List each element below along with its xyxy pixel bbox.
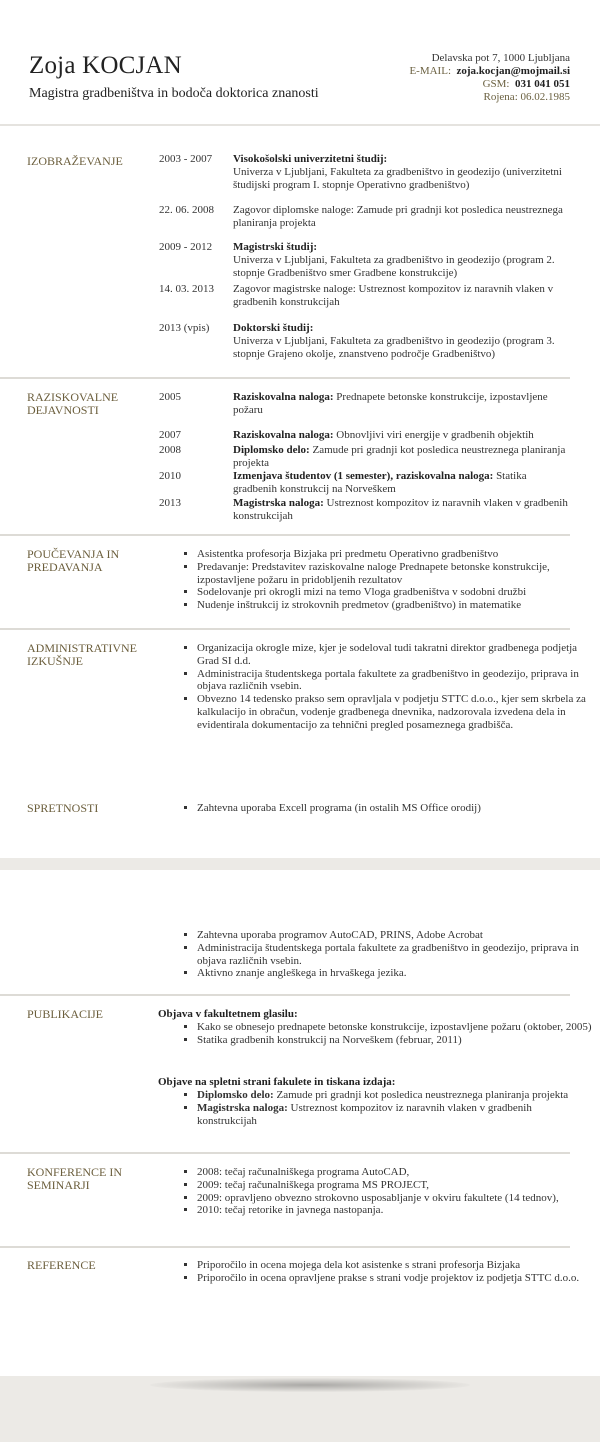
section-title-research: RAZISKOVALNE DEJAVNOSTI (27, 390, 119, 417)
list-item-head: Magistrska naloga: (197, 1101, 288, 1114)
list-item: ▪ Priporočilo in ocena opravljene prakse s strani vodje projektov iz podjetja STTC d.o.o. (197, 1272, 592, 1285)
person-subtitle: Magistra gradbeništva in bodoča doktorica znanosti (29, 86, 319, 101)
list-item: ▪ Priporočilo in ocena mojega dela kot asistenke s strani profesorja Bizjaka (197, 1259, 592, 1272)
header-divider (0, 124, 600, 126)
education-entry (233, 241, 573, 279)
teaching-list (177, 548, 592, 612)
list-item: ▪ 2009: tečaj računalniškega programa MS PROJECT, (197, 1179, 592, 1192)
education-entry-text: Univerza v Ljubljani, Fakulteta za gradbeništvo in geodezijo (program 3. stopnje Grajeno okolje, znanstveno področje Gradbeništvo) (233, 334, 555, 360)
list-item: ▪ Zahtevna uporaba programov AutoCAD, PRINS, Adobe Acrobat (197, 929, 592, 942)
research-entry-text: Prednapete betonske konstrukcije, izpostavljene požaru (233, 391, 548, 416)
education-date: 2013 (vpis) (159, 322, 210, 334)
section-title-conferences: KONFERENCE IN SEMINARJI (27, 1165, 122, 1192)
list-item: ▪ 2010: tečaj retorike in javnega nastopanja. (197, 1204, 592, 1217)
research-date: 2010 (159, 470, 181, 482)
section-divider (0, 628, 570, 630)
publications-group-head: Objave na spletni strani fakulete in tiskana izdaja: (158, 1076, 396, 1088)
research-date: 2013 (159, 497, 181, 509)
email-label: E-MAIL: (409, 65, 451, 77)
education-entry-text: Zagovor diplomske naloge: Zamude pri gradnji kot posledica neustreznega planiranja projekta (233, 204, 563, 229)
list-item (197, 1089, 592, 1102)
education-date: 22. 06. 2008 (159, 204, 214, 216)
section-divider (0, 377, 570, 379)
research-entry-head: Raziskovalna naloga: (233, 429, 334, 441)
list-item: ▪ Administracija študentskega portala fakultete za gradbeništvo in geodezijo, priprava in objava različnih vsebin. (197, 942, 592, 968)
section-divider (0, 1246, 570, 1248)
education-entry (233, 153, 573, 191)
education-date: 2009 - 2012 (159, 241, 213, 253)
list-item: ▪ 2008: tečaj računalniškega programa AutoCAD, (197, 1166, 592, 1179)
conferences-list (177, 1166, 592, 1217)
contact-address: Delavska pot 7, 1000 Ljubljana (431, 52, 570, 64)
section-title-publications: PUBLIKACIJE (27, 1007, 104, 1021)
list-item: ▪ Statika gradbenih konstrukcij na Norveškem (februar, 2011) (197, 1034, 592, 1047)
education-entry (233, 283, 573, 309)
section-title-education: IZOBRAŽEVANJE (27, 154, 123, 168)
research-entry-text: Zamude pri gradnji kot posledica neustreznega planiranja projekta (233, 444, 566, 469)
person-name: Zoja KOCJAN (29, 52, 182, 79)
gsm-label: GSM: (482, 78, 510, 90)
research-entry (233, 470, 573, 496)
research-entry-head: Magistrska naloga: (233, 497, 324, 509)
list-item-text: Zamude pri gradnji kot posledica neustreznega planiranja projekta (276, 1089, 569, 1101)
list-item: ▪ Obvezno 14 tedensko prakso sem opravljala v podjetju STTC d.o.o., kjer sem skrbela za kalkulacijo in obračun, vodenje gradbenega dnevnika, nadzorovala izvedena dela in evidentirala dokumentacijo za tehnični pregled posameznega gradbišča. (197, 693, 592, 731)
list-item: ▪ Aktivno znanje angleškega in hrvaškega jezika. (197, 967, 592, 980)
section-title-references: REFERENCE (27, 1258, 96, 1272)
education-date: 2003 - 2007 (159, 153, 213, 165)
list-item: ▪ Kako se obnesejo prednapete betonske konstrukcije, izpostavljene požaru (oktober, 2005) (197, 1021, 592, 1034)
research-entry-text: Obnovljivi viri energije v gradbenih objektih (336, 429, 534, 441)
publications-list (177, 1089, 592, 1127)
section-title-skills: SPRETNOSTI (27, 801, 99, 815)
research-date: 2005 (159, 391, 181, 403)
section-divider (0, 534, 570, 536)
research-entry-text: Statika gradbenih konstrukcij na Norveškem (233, 470, 527, 495)
list-item-text: Ustreznost kompozitov iz naravnih vlaken v gradbenih konstrukcijah (197, 1101, 532, 1127)
publications-group-head: Objava v fakultetnem glasilu: (158, 1008, 298, 1020)
research-entry-text: Ustreznost kompozitov iz naravnih vlaken v gradbenih konstrukcijah (233, 497, 568, 522)
research-date: 2008 (159, 444, 181, 456)
list-item: ▪ Nudenje inštrukcij iz strokovnih predmetov (gradbeništvo) in matematike (197, 599, 592, 612)
section-divider (0, 994, 570, 996)
education-entry-text: Zagovor magistrske naloge: Ustreznost kompozitov iz naravnih vlaken v gradbenih konstrukcijah (233, 283, 554, 308)
list-item: ▪ Administracija študentskega portala fakultete za gradbeništvo in geodezijo, priprava in objava različnih vsebin. (197, 668, 592, 694)
contact-gsm: 031 041 051 (515, 78, 570, 90)
list-item (197, 1102, 592, 1128)
education-entry-head: Magistrski študij: (233, 241, 318, 253)
list-item: ▪ Predavanje: Predstavitev raziskovalne naloge Prednapete betonske konstrukcije, izpostavljene požaru in pridobljenih rezultatov (197, 561, 592, 587)
research-entry-head: Raziskovalna naloga: (233, 391, 334, 403)
education-entry-text: Univerza v Ljubljani, Fakulteta za gradbeništvo in geodezijo (program 2. stopnje Gradbeništvo smer Gradbene konstrukcije) (233, 253, 555, 279)
research-entry (233, 391, 573, 417)
list-item-head: Diplomsko delo: (197, 1089, 274, 1101)
research-entry-head: Diplomsko delo: (233, 444, 310, 456)
list-item: ▪ Zahtevna uporaba Excell programa (in ostalih MS Office orodij) (197, 802, 592, 815)
research-entry-head: Izmenjava študentov (1 semester), raziskovalna naloga: (233, 470, 494, 482)
contact-block (409, 52, 570, 104)
education-entry (233, 322, 573, 360)
publications-list (177, 1021, 592, 1047)
education-entry-head: Doktorski študij: (233, 322, 314, 334)
references-list (177, 1259, 592, 1285)
page-shadow (150, 1378, 470, 1392)
section-divider (0, 1152, 570, 1154)
section-title-admin: ADMINISTRATIVNE IZKUŠNJE (27, 641, 137, 668)
list-item: ▪ Sodelovanje pri okrogli mizi na temo Vloga gradbeništva v sodobni družbi (197, 586, 592, 599)
education-date: 14. 03. 2013 (159, 283, 214, 295)
skills-list (177, 802, 592, 815)
admin-list (177, 642, 592, 732)
research-entry (233, 429, 573, 442)
contact-email[interactable]: zoja.kocjan@mojmail.si (456, 65, 570, 77)
cv-page-2 (0, 870, 600, 1376)
education-entry-head: Visokošolski univerzitetni študij: (233, 153, 388, 165)
list-item: ▪ Asistentka profesorja Bizjaka pri predmetu Operativno gradbeništvo (197, 548, 592, 561)
contact-birthdate: Rojena: 06.02.1985 (483, 91, 570, 103)
research-entry (233, 497, 573, 523)
research-entry (233, 444, 573, 470)
section-title-teaching: POUČEVANJA IN PREDAVANJA (27, 547, 120, 574)
research-date: 2007 (159, 429, 181, 441)
list-item: ▪ 2009: opravljeno obvezno strokovno usposabljanje v okviru fakultete (14 tednov), (197, 1192, 592, 1205)
education-entry-text: Univerza v Ljubljani, Fakulteta za gradbeništvo in geodezijo (univerzitetni študijski program I. stopnje Operativno gradbeništvo) (233, 165, 562, 191)
list-item: ▪ Organizacija okrogle mize, kjer je sodeloval tudi takratni direktor gradbenega podjetja Grad SI d.d. (197, 642, 592, 668)
skills-list-continued (177, 929, 592, 980)
education-entry (233, 204, 573, 230)
